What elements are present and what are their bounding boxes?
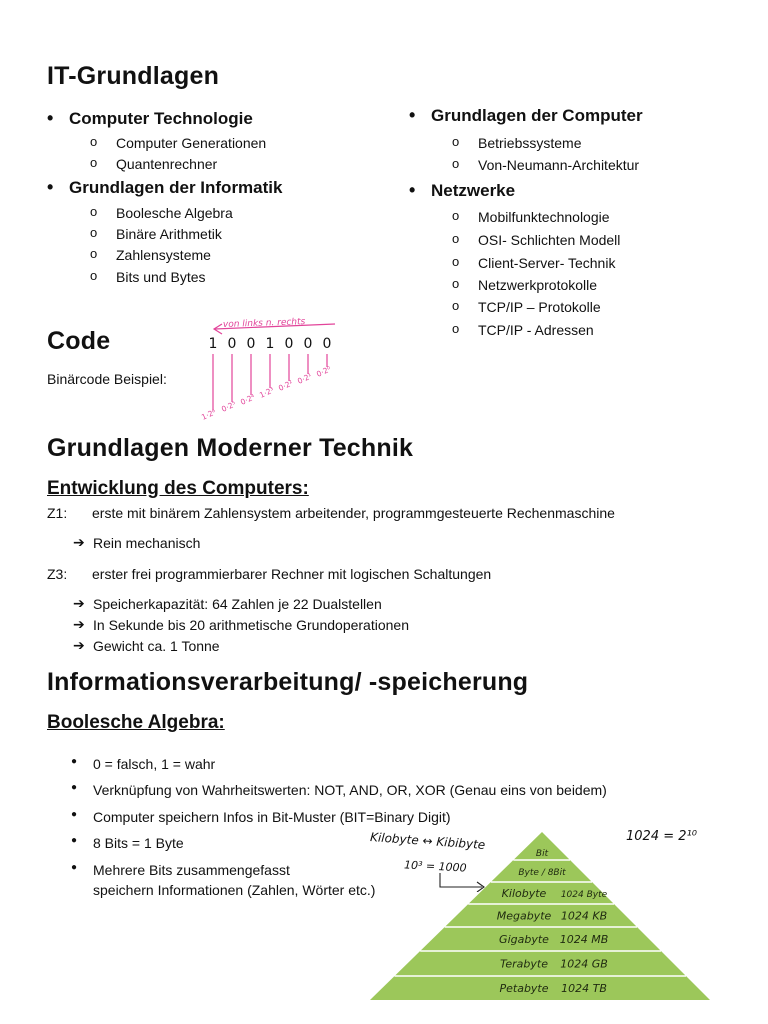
info-point: ● Computer speichern Infos in Bit-Muster (BIT=Binary Digit) [93, 809, 451, 825]
pyramid-level-name: Kilobyte [501, 887, 547, 900]
outline-subitem: o Bits und Bytes [116, 269, 206, 285]
power-label: 1·2⁶ [200, 407, 218, 422]
outline-subitem: o OSI- Schlichten Modell [478, 232, 620, 248]
power-label: 0·2² [277, 378, 295, 393]
outline-subitem: o TCP/IP – Protokolle [478, 299, 601, 315]
binary-digit: 0 [246, 336, 256, 352]
outline-subitem: o Zahlensysteme [116, 247, 211, 263]
storage-units-pyramid [369, 829, 710, 1004]
info-point: ● 8 Bits = 1 Byte [93, 835, 184, 851]
tech-heading: Grundlagen Moderner Technik [47, 434, 414, 462]
pyramid-level-name: Megabyte [496, 909, 552, 923]
kilobyte-kibibyte-note: Kilobyte ↔ Kibibyte [369, 829, 486, 853]
power-label: 1·2³ [258, 385, 276, 400]
info-point-continuation: speichern Informationen (Zahlen, Wörter etc.) [93, 882, 376, 898]
binary-digit: 0 [322, 336, 332, 352]
info-heading: Informationsverarbeitung/ -speicherung [47, 668, 529, 696]
outline-subitem: o Binäre Arithmetik [116, 226, 222, 242]
info-point: ● Mehrere Bits zusammengefasst [93, 862, 290, 878]
power-of-ten-note: 10³ = 1000 [403, 858, 467, 875]
binary-digit: 0 [303, 336, 313, 352]
z3-text: erster frei programmierbarer Rechner mit logischen Schaltungen [92, 566, 492, 582]
binary-digit: 0 [284, 336, 294, 352]
outline-subitem: o Netzwerkprotokolle [478, 277, 597, 293]
outline-item-computer-technologie: • Computer Technologie [69, 109, 253, 129]
outline-item-grundlagen-informatik: • Grundlagen der Informatik [69, 178, 282, 198]
arrow-note: von links n. rechts [222, 317, 306, 330]
code-heading: Code [47, 327, 111, 355]
power-of-two-note: 1024 = 2¹⁰ [626, 829, 697, 844]
binary-digit: 1 [265, 336, 275, 352]
info-subheading: Boolesche Algebra: [47, 712, 225, 733]
power-label: 0·2⁵ [220, 399, 238, 414]
pyramid-level-name: Terabyte [500, 957, 548, 971]
binary-example-sketch [195, 312, 370, 427]
outline-subitem: o Boolesche Algebra [116, 205, 233, 221]
info-point: ● 0 = falsch, 1 = wahr [93, 756, 215, 772]
power-label: 0·2⁰ [315, 364, 333, 379]
z3-label: Z3: [47, 566, 68, 582]
outline-subitem: o Client-Server- Technik [478, 255, 615, 271]
z1-text: erste mit binärem Zahlensystem arbeitender, programmgesteuerte Rechenmaschine [92, 505, 615, 521]
z1-point: ➔ Rein mechanisch [93, 535, 200, 551]
z1-label: Z1: [47, 505, 68, 521]
info-point: ● Verknüpfung von Wahrheitswerten: NOT, AND, OR, XOR (Genau eins von beidem) [93, 782, 607, 798]
page-title: IT-Grundlagen [47, 62, 220, 90]
outline-item-grundlagen-computer: • Grundlagen der Computer [431, 106, 643, 126]
outline-subitem: o Quantenrechner [116, 156, 217, 172]
outline-subitem: o Von-Neumann-Architektur [478, 157, 639, 173]
pyramid-level-name: Petabyte [499, 982, 549, 995]
outline-subitem: o Mobilfunktechnologie [478, 209, 610, 225]
pyramid-level-value: 1024 KB [560, 909, 608, 923]
outline-subitem: o TCP/IP - Adressen [478, 322, 594, 338]
binary-example-label: Binärcode Beispiel: [47, 371, 167, 387]
pyramid-level-value: 1024 MB [559, 933, 609, 946]
outline-subitem: o Betriebssysteme [478, 135, 581, 151]
binary-digit: 0 [227, 336, 237, 352]
power-label: 0·2¹ [296, 371, 314, 386]
pyramid-level-name: Bit [535, 849, 549, 859]
z3-point: ➔ Gewicht ca. 1 Tonne [93, 638, 220, 654]
z3-point: ➔ Speicherkapazität: 64 Zahlen je 22 Dualstellen [93, 596, 382, 612]
pyramid-level-name: Gigabyte [499, 933, 549, 946]
z3-point: ➔ In Sekunde bis 20 arithmetische Grundoperationen [93, 617, 409, 633]
outline-subitem: o Computer Generationen [116, 135, 266, 151]
power-label: 0·2⁴ [239, 392, 257, 407]
pyramid-level-name: Byte / 8Bit [518, 868, 566, 878]
pyramid-level-value: 1024 TB [561, 982, 607, 995]
binary-digit: 1 [208, 336, 218, 352]
pyramid-level-value: 1024 GB [560, 957, 608, 971]
outline-item-netzwerke: • Netzwerke [431, 181, 515, 201]
tech-subheading: Entwicklung des Computers: [47, 478, 309, 499]
pyramid-level-value: 1024 Byte [560, 890, 608, 900]
